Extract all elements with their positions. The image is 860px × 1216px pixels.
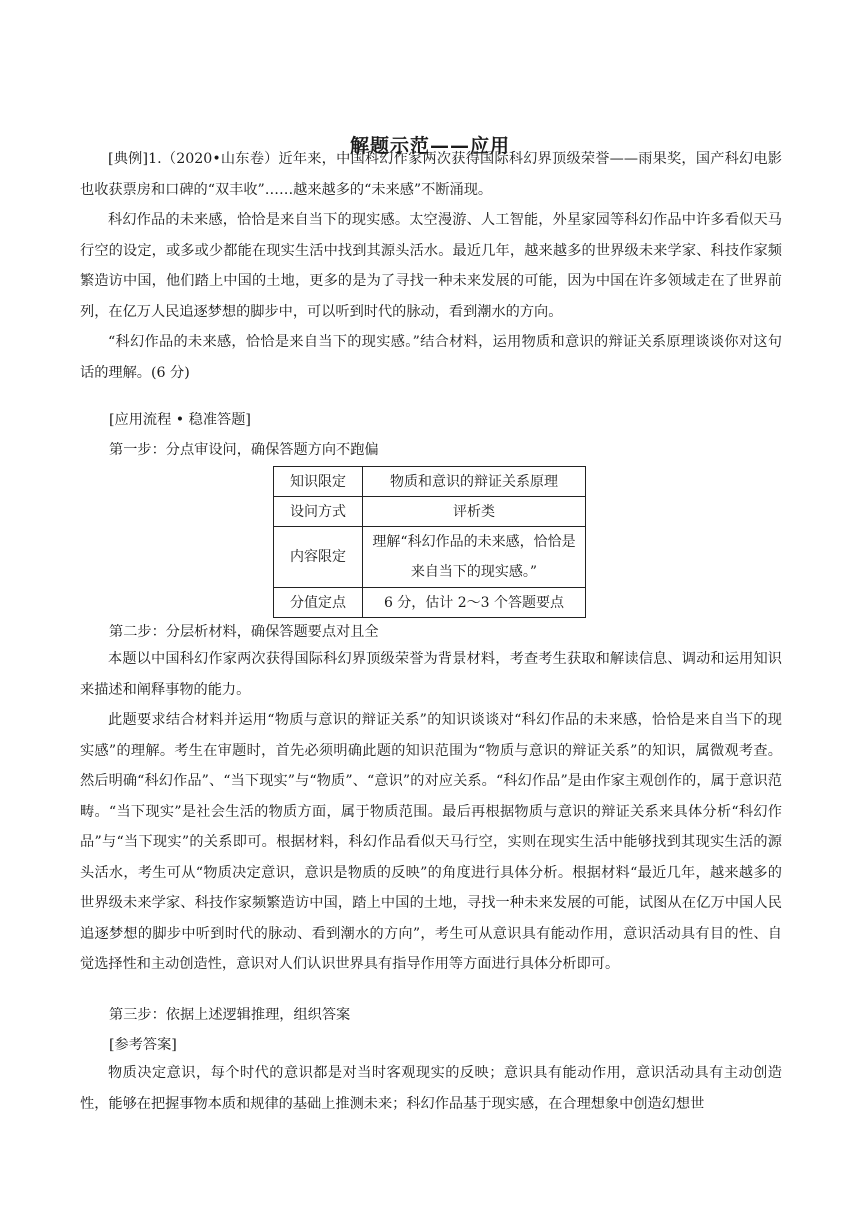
answer-label: [参考答案] <box>109 1037 177 1053</box>
table-cell-key: 内容限定 <box>274 527 363 588</box>
material-paragraph: 科幻作品的未来感，恰恰是来自当下的现实感。太空漫游、人工智能，外星家园等科幻作品中许多看似天马行空的设定，或多或少都能在现实生活中找到其源头活水。最近几年，越来越多的世界级未来学家、科技作家频繁造访中国，他们踏上中国的土地，更多的是为了寻找一种未来发展的可能，因为中国在许多领域走在了世界前列，在亿万人民追逐梦想的脚步中，可以听到时代的脉动，看到潮水的方向。 <box>80 212 782 320</box>
table-cell-key: 知识限定 <box>274 467 363 497</box>
table-row <box>274 467 586 497</box>
section-label: [应用流程 • 稳准答题] <box>109 412 251 428</box>
table-cell-value: 理解“科幻作品的未来感，恰恰是来自当下的现实感。” <box>363 527 586 588</box>
analysis-paragraph-1: 本题以中国科幻作家两次获得国际科幻界顶级荣誉为背景材料，考查考生获取和解读信息、调动和运用知识来描述和阐释事物的能力。 <box>80 651 782 698</box>
page-title: 解题示范——应用 <box>349 135 510 157</box>
table-cell-key: 分值定点 <box>274 588 363 618</box>
answer-text: 物质决定意识，每个时代的意识都是对当时客观现实的反映；意识具有能动作用，意识活动具有主动创造性，能够在把握事物本质和规律的基础上推测未来；科幻作品基于现实感，在合理想象中创造幻想世 <box>80 1065 782 1112</box>
example-intro: [典例]1.（2020•山东卷）近年来，中国科幻作家两次获得国际科幻界顶级荣誉——雨果奖，国产科幻电影也收获票房和口碑的“双丰收”……越来越多的“未来感”不断涌现。 <box>80 151 782 198</box>
step-two-heading: 第二步：分层析材料，确保答题要点对且全 <box>109 624 379 640</box>
table-row <box>274 497 586 527</box>
table-cell-value: 物质和意识的辩证关系原理 <box>363 467 586 497</box>
analysis-table <box>273 466 586 618</box>
question-text: “科幻作品的未来感，恰恰是来自当下的现实感。”结合材料，运用物质和意识的辩证关系原理谈谈你对这句话的理解。(6 分) <box>80 334 782 381</box>
table-row <box>274 588 586 618</box>
table-cell-value: 评析类 <box>363 497 586 527</box>
table-cell-key: 设问方式 <box>274 497 363 527</box>
table-row <box>274 527 586 588</box>
step-three-heading: 第三步：依据上述逻辑推理，组织答案 <box>109 1007 351 1023</box>
table-cell-value: 6 分，估计 2～3 个答题要点 <box>363 588 586 618</box>
step-one-heading: 第一步：分点审设问，确保答题方向不跑偏 <box>109 442 379 458</box>
analysis-paragraph-2: 此题要求结合材料并运用“物质与意识的辩证关系”的知识谈谈对“科幻作品的未来感，恰恰是来自当下的现实感”的理解。考生在审题时，首先必须明确此题的知识范围为“物质与意识的辩证关系”的知识，属微观考查。然后明确“科幻作品”、“当下现实”与“物质”、“意识”的对应关系。“科幻作品”是由作家主观创作的，属于意识范畴。“当下现实”是社会生活的物质方面，属于物质范围。最后再根据物质与意识的辩证关系来具体分析“科幻作品”与“当下现实”的关系即可。根据材料，科幻作品看似天马行空，实则在现实生活中能够找到其现实生活的源头活水，考生可从“物质决定意识，意识是物质的反映”的角度进行具体分析。根据材料“最近几年，越来越多的世界级未来学家、科技作家频繁造访中国，踏上中国的土地，寻找一种未来发展的可能，试图从在亿万中国人民追逐梦想的脚步中听到时代的脉动、看到潮水的方向”，考生可从意识具有能动作用，意识活动具有目的性、自觉选择性和主动创造性，意识对人们认识世界具有指导作用等方面进行具体分析即可。 <box>80 712 782 972</box>
